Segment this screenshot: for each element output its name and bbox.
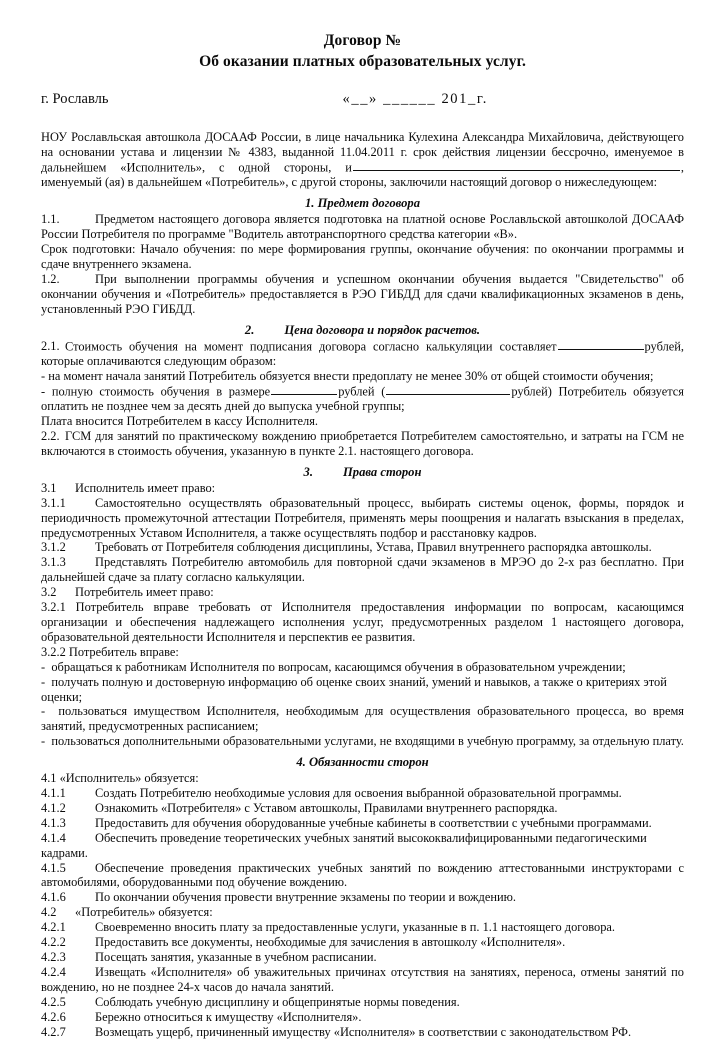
clause-number: 3.2.1 xyxy=(41,600,66,615)
clause-number: 4.1 xyxy=(41,771,57,786)
clause-number: 4.2.2 xyxy=(41,935,66,950)
clause-text: Бережно относиться к имуществу «Исполнителя». xyxy=(95,1009,362,1024)
consumer-name-blank[interactable] xyxy=(353,160,680,172)
section-number: 2. xyxy=(244,322,255,337)
intro-text-part1: НОУ Рославльская автошкола ДОСААФ России, в лице начальника Кулехина Александра Михайловича, действующего на основании устава и лицензии № 4383, выданной 11.04.2011 г. срок действия лицензии бессрочно, именуемое в дальнейшем «Исполнитель», с одной стороны, и xyxy=(41,130,684,175)
clause-4-1-5 xyxy=(41,861,684,891)
clause-text: Предоставить все документы, необходимые для зачисления в автошколу «Исполнителя». xyxy=(95,935,566,950)
clause-number: 4.2.1 xyxy=(41,920,66,935)
amount-digits-blank[interactable] xyxy=(271,384,337,396)
dash-marker: - xyxy=(41,704,46,719)
clause-3-2-2-dash-3 xyxy=(41,704,684,734)
clause-2-2 xyxy=(41,429,684,459)
clause-4-2-3 xyxy=(41,950,684,965)
clause-number: 4.2.5 xyxy=(41,994,66,1009)
clause-number: 4.2 xyxy=(41,905,57,920)
clause-3-2-2 xyxy=(41,645,684,660)
clause-text: Своевременно вносить плату за предоставленные услуги, указанные в п. 1.1 настоящего договора. xyxy=(95,920,616,935)
dash-marker: - xyxy=(41,659,46,674)
clause-text: Предоставить для обучения оборудованные учебные кабинеты в соответствии с учебными программами. xyxy=(95,815,652,830)
clause-3-2-2-dash-1 xyxy=(41,660,684,675)
section-3-heading xyxy=(41,464,684,481)
date-field[interactable]: «__» ______ 201_г. xyxy=(342,91,488,107)
clause-number: 4.2.3 xyxy=(41,950,66,964)
clause-4-1-6 xyxy=(41,890,684,905)
clause-3-2-2-dash-2 xyxy=(41,675,684,705)
clause-text: Посещать занятия, указанные в учебном расписании. xyxy=(95,950,377,964)
clause-4-1-2 xyxy=(41,801,684,816)
clause-number: 4.1.4 xyxy=(41,830,66,845)
dash-text: пользоваться дополнительными образовательными услугами, не входящими в учебную программу, за отдельную плату. xyxy=(51,734,684,749)
clause-number: 4.2.6 xyxy=(41,1009,66,1024)
clause-text: Представлять Потребителю автомобиль для повторной сдачи экзаменов в МРЭО до 2-х раз бесплатно. При дальнейшей сдаче за плату согласно калькуляции. xyxy=(41,555,684,585)
clause-text: Потребитель имеет право: xyxy=(75,585,214,600)
clause-text: «Потребитель» обязуется: xyxy=(75,905,213,920)
clause-text: «Исполнитель» обязуется: xyxy=(59,771,199,786)
clause-number: 4.2.7 xyxy=(41,1024,66,1039)
clause-text: Плата вносится Потребителем в кассу Исполнителя. xyxy=(41,414,319,429)
clause-number: 4.1.3 xyxy=(41,815,66,830)
clause-number: 4.1.6 xyxy=(41,890,66,905)
intro-paragraph xyxy=(41,130,684,190)
clause-text: Возмещать ущерб, причиненный имуществу «Исполнителя» в соответствии с законодательством РФ. xyxy=(95,1024,632,1039)
clause-number: 4.1.1 xyxy=(41,786,66,801)
clause-text: По окончании обучения провести внутренние экзамены по теории и вождению. xyxy=(95,890,516,905)
city-label: г. Рославль xyxy=(41,91,109,107)
clause-text: Ознакомить «Потребителя» с Уставом автошколы, Правилами внутреннего распорядка. xyxy=(95,800,558,815)
amount-words-blank[interactable] xyxy=(386,384,510,396)
page-subtitle: Об оказании платных образовательных услуг. xyxy=(199,53,526,70)
dash-marker: - xyxy=(41,734,46,749)
dash-text-b: рублей ( xyxy=(338,384,386,399)
dash-text-c: рублей) Потребитель обязуется оплатить не позднее чем за десять дней до выпуска учебной группы; xyxy=(41,384,684,414)
dash-text: получать полную и достоверную информацию об оценке своих знаний, умений и навыков, а также о критериях этой оценки; xyxy=(41,674,667,704)
intro-text-part2: , именуемый (ая) в дальнейшем «Потребитель», с другой стороны, заключили настоящий договор о нижеследующем: xyxy=(41,160,684,190)
clause-number: 2.2. xyxy=(41,429,60,443)
clause-2-1 xyxy=(41,339,684,369)
clause-3-1-1 xyxy=(41,496,684,541)
clause-number: 4.1.5 xyxy=(41,860,66,875)
dash-marker: - xyxy=(41,674,46,689)
clause-text: ГСМ для занятий по практическому вождению приобретается Потребителем самостоятельно, и затраты на ГСМ не включаются в стоимость обучения, указанную в пункте 2.1. настоящего договора. xyxy=(41,429,684,458)
section-1-heading: 1. Предмет договора xyxy=(304,196,421,211)
dash-text: обращаться к работникам Исполнителя по вопросам, касающимся обучения в образовательном учреждении; xyxy=(51,659,626,674)
clause-text: Соблюдать учебную дисциплину и общепринятые нормы поведения. xyxy=(95,994,460,1009)
clause-4-1-3 xyxy=(41,816,684,831)
clause-text: При выполнении программы обучения и успешном окончании обучения выдается "Свидетельство" об окончании обучения и «Потребитель» предоставляется в РЭО ГИБДД для сдачи квалификационных экзаменов в день, установленный РЭО ГИБДД. xyxy=(41,271,684,316)
clause-4-2-1 xyxy=(41,920,684,935)
clause-3-2-1 xyxy=(41,600,684,645)
clause-4-2-2 xyxy=(41,935,684,950)
clause-number: 3.1.1 xyxy=(41,495,66,510)
clause-number: 3.1.3 xyxy=(41,555,66,570)
clause-text: Потребитель вправе требовать от Исполнителя предоставления информации по вопросам, касающимся организации и обеспечения надлежащего исполнения услуг, предусмотренных разделом 1 настоящего договора, образовательной деятельности Исполнителя и перспектив ее развития. xyxy=(41,600,684,644)
section-2-heading xyxy=(41,322,684,339)
clause-4-2-4 xyxy=(41,965,684,995)
clause-3-1-2 xyxy=(41,540,684,555)
clause-number: 2.1. xyxy=(41,339,60,354)
clause-text: Самостоятельно осуществлять образовательный процесс, выбирать системы оценок, формы, порядок и периодичность промежуточной аттестации Потребителя, применять меры поощрения и налагать взыскания в пределах, предусмотренных Уставом Исполнителя, а также осуществлять подбор и расстановку кадров. xyxy=(41,495,684,540)
clause-2-1-dash-1 xyxy=(41,369,684,384)
section-title: Права сторон xyxy=(342,464,422,479)
page-title: Договор № xyxy=(323,32,402,49)
clause-1-1 xyxy=(41,212,684,242)
clause-4-2-6 xyxy=(41,1010,684,1025)
clause-text: Исполнитель имеет право: xyxy=(75,480,216,495)
clause-4-2 xyxy=(41,905,684,920)
clause-number: 3.2.2 xyxy=(41,644,66,659)
clause-number: 1.2. xyxy=(41,271,60,286)
section-number: 3. xyxy=(303,464,313,479)
clause-number: 3.1 xyxy=(41,480,57,495)
city-date-row xyxy=(41,91,684,108)
clause-3-2 xyxy=(41,585,684,600)
clause-3-1 xyxy=(41,481,684,496)
section-4-heading: 4. Обязанности сторон xyxy=(296,755,429,770)
clause-1-2 xyxy=(41,272,684,317)
clause-text: Требовать от Потребителя соблюдения дисциплины, Устава, Правил внутреннего распорядка автошколы. xyxy=(95,540,652,555)
clause-4-1-1 xyxy=(41,786,684,801)
clause-4-1-4 xyxy=(41,831,684,861)
clause-text: Предметом настоящего договора является подготовка на платной основе Рославльской автошколой ДОСААФ России Потребителя по программе "Водитель автотранспортного средства категории «В». xyxy=(41,212,684,242)
clause-3-1-3 xyxy=(41,555,684,585)
clause-number: 3.2 xyxy=(41,585,57,600)
clause-number: 4.2.4 xyxy=(41,964,66,979)
clause-text: Создать Потребителю необходимые условия для освоения выбранной образовательной программы. xyxy=(95,786,622,801)
clause-text: Извещать «Исполнителя» об уважительных причинах отсутствия на занятиях, переноса, отмены занятий по вождению, но не позднее 24-х часов до начала занятий. xyxy=(41,964,684,994)
clause-text: Обеспечить проведение теоретических учебных занятий высококвалифицированными педагогическими кадрами. xyxy=(41,830,647,860)
dash-marker: - xyxy=(41,384,46,399)
clause-text: Срок подготовки: Начало обучения: по мере формирования группы, окончание обучения: по окончании программы и сдаче внутреннего экзамена. xyxy=(41,241,684,271)
clause-4-2-5 xyxy=(41,995,684,1010)
dash-text-a: полную стоимость обучения в размере xyxy=(51,384,271,399)
clause-number: 1.1. xyxy=(41,212,60,227)
clause-text-before: Стоимость обучения на момент подписания договора согласно калькуляции составляет xyxy=(65,339,557,354)
clause-2-payment-note xyxy=(41,414,684,429)
clause-1-term xyxy=(41,242,684,272)
dash-text: пользоваться имуществом Исполнителя, необходимым для осуществления образовательного процесса, во время занятий, предусмотренных расписанием; xyxy=(41,704,684,734)
clause-3-2-2-dash-4 xyxy=(41,734,684,749)
price-blank[interactable] xyxy=(558,339,644,351)
clause-text: Обеспечение проведения практических учебных занятий по вождению аттестованными инструкторами с автомобилями, оборудованными под обучение вождению. xyxy=(41,860,684,890)
dash-marker: - xyxy=(41,368,46,383)
section-title: Цена договора и порядок расчетов. xyxy=(284,322,481,337)
clause-4-2-7 xyxy=(41,1025,684,1039)
clause-number: 3.1.2 xyxy=(41,540,66,555)
dash-text: на момент начала занятий Потребитель обязуется внести предоплату не менее 30% от общей стоимости обучения; xyxy=(48,368,654,383)
clause-text-after: рублей, которые оплачиваются следующим образом: xyxy=(41,339,684,368)
clause-2-1-dash-2 xyxy=(41,384,684,414)
clause-number: 4.1.2 xyxy=(41,800,66,815)
clause-text: Потребитель вправе: xyxy=(68,644,179,659)
clause-4-1 xyxy=(41,771,684,786)
